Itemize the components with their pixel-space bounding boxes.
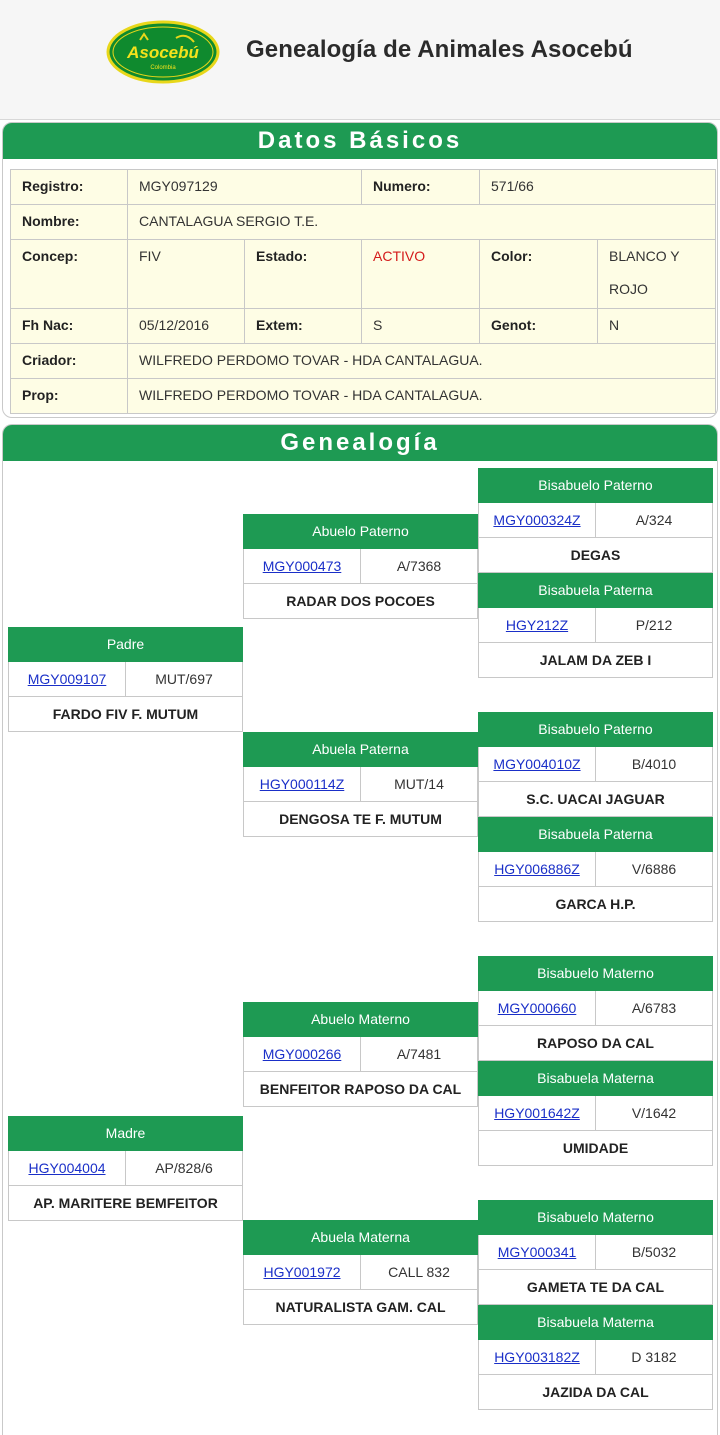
card-title: Bisabuela Materna — [478, 1305, 713, 1340]
card-reg-row — [478, 1340, 713, 1375]
card-title: Abuelo Paterno — [243, 514, 478, 549]
animal-number: V/1642 — [631, 1105, 677, 1121]
prop-label: Prop: — [11, 379, 128, 414]
card-reg-row — [478, 852, 713, 887]
card-abuelo-paterno — [243, 514, 478, 619]
animal-name: JAZIDA DA CAL — [478, 1375, 713, 1410]
registro-label: Registro: — [11, 170, 128, 205]
animal-number: MUT/697 — [155, 671, 213, 687]
animal-name: AP. MARITERE BEMFEITOR — [8, 1186, 243, 1221]
registry-link[interactable]: HGY212Z — [479, 608, 596, 642]
animal-number: V/6886 — [631, 861, 677, 877]
row-registro — [11, 170, 716, 205]
card-reg-row — [8, 662, 243, 697]
animal-number: A/7368 — [396, 558, 442, 574]
card-title: Padre — [8, 627, 243, 662]
animal-name: RAPOSO DA CAL — [478, 1026, 713, 1061]
animal-name: RADAR DOS POCOES — [243, 584, 478, 619]
card-title: Bisabuelo Materno — [478, 1200, 713, 1235]
registry-link[interactable]: MGY004010Z — [479, 747, 596, 781]
card-abuelo-materno — [243, 1002, 478, 1107]
registry-link[interactable]: MGY000324Z — [479, 503, 596, 537]
card-reg-row — [478, 991, 713, 1026]
card-reg-row — [478, 747, 713, 782]
concep-label: Concep: — [11, 240, 128, 309]
genot-label: Genot: — [480, 309, 598, 344]
registry-link[interactable]: HGY006886Z — [479, 852, 596, 886]
animal-number: D 3182 — [631, 1349, 677, 1365]
registry-link[interactable]: HGY001972 — [244, 1255, 361, 1289]
registry-link[interactable]: MGY009107 — [9, 662, 126, 696]
row-fhnac — [11, 309, 716, 344]
card-title: Bisabuela Materna — [478, 1061, 713, 1096]
basic-data-heading: Datos Básicos — [3, 123, 717, 159]
card-bisabuela-2 — [478, 573, 713, 678]
registry-link[interactable]: MGY000660 — [479, 991, 596, 1025]
registry-link[interactable]: HGY003182Z — [479, 1340, 596, 1374]
card-reg-row — [478, 503, 713, 538]
card-bisabuelo-7 — [478, 1200, 713, 1305]
fhnac-label: Fh Nac: — [11, 309, 128, 344]
animal-name: NATURALISTA GAM. CAL — [243, 1290, 478, 1325]
card-title: Abuela Paterna — [243, 732, 478, 767]
card-reg-row — [8, 1151, 243, 1186]
concep-value: FIV — [128, 240, 245, 309]
genot-value: N — [598, 309, 716, 344]
animal-name: BENFEITOR RAPOSO DA CAL — [243, 1072, 478, 1107]
animal-name: UMIDADE — [478, 1131, 713, 1166]
animal-name: FARDO FIV F. MUTUM — [8, 697, 243, 732]
card-reg-row — [243, 1037, 478, 1072]
fhnac-value: 05/12/2016 — [128, 309, 245, 344]
card-title: Bisabuela Paterna — [478, 817, 713, 852]
card-title: Abuelo Materno — [243, 1002, 478, 1037]
row-prop — [11, 379, 716, 414]
animal-number: MUT/14 — [394, 776, 444, 792]
asocebu-logo — [106, 20, 220, 84]
card-reg-row — [478, 1096, 713, 1131]
animal-number: A/6783 — [631, 1000, 677, 1016]
animal-number: B/5032 — [631, 1244, 677, 1260]
animal-name: GAMETA TE DA CAL — [478, 1270, 713, 1305]
animal-name: JALAM DA ZEB I — [478, 643, 713, 678]
row-concep — [11, 240, 716, 309]
registry-link[interactable]: MGY000266 — [244, 1037, 361, 1071]
card-bisabuela-6 — [478, 1061, 713, 1166]
card-title: Bisabuelo Paterno — [478, 712, 713, 747]
logo-subtext: Colombia — [150, 65, 176, 71]
card-title: Madre — [8, 1116, 243, 1151]
registry-link[interactable]: MGY000341 — [479, 1235, 596, 1269]
color-value-line1: BLANCO Y — [609, 248, 680, 264]
animal-number: A/324 — [635, 512, 673, 528]
card-bisabuelo-1 — [478, 468, 713, 573]
row-nombre — [11, 205, 716, 240]
criador-label: Criador: — [11, 344, 128, 379]
card-abuela-paterna — [243, 732, 478, 837]
criador-value: WILFREDO PERDOMO TOVAR - HDA CANTALAGUA. — [128, 344, 716, 379]
logo-text: Asocebú — [127, 43, 199, 62]
nombre-label: Nombre: — [11, 205, 128, 240]
card-bisabuelo-5 — [478, 956, 713, 1061]
card-madre — [8, 1116, 243, 1221]
color-label: Color: — [480, 240, 598, 309]
app-header — [0, 0, 720, 120]
registry-link[interactable]: HGY004004 — [9, 1151, 126, 1185]
nombre-value: CANTALAGUA SERGIO T.E. — [128, 205, 716, 240]
page-title: Genealogía de Animales Asocebú — [246, 36, 633, 63]
basic-data-table — [10, 169, 716, 414]
registry-link[interactable]: MGY000473 — [244, 549, 361, 583]
animal-name: DEGAS — [478, 538, 713, 573]
card-bisabuelo-3 — [478, 712, 713, 817]
card-title: Abuela Materna — [243, 1220, 478, 1255]
registry-link[interactable]: HGY000114Z — [244, 767, 361, 801]
numero-label: Numero: — [362, 170, 480, 205]
card-title: Bisabuelo Paterno — [478, 468, 713, 503]
estado-label: Estado: — [245, 240, 362, 309]
basic-data-panel — [2, 122, 718, 418]
color-value-line2: ROJO — [609, 281, 648, 297]
animal-number: AP/828/6 — [155, 1160, 213, 1176]
animal-number: CALL 832 — [388, 1264, 450, 1280]
prop-value: WILFREDO PERDOMO TOVAR - HDA CANTALAGUA. — [128, 379, 716, 414]
animal-name: DENGOSA TE F. MUTUM — [243, 802, 478, 837]
card-reg-row — [243, 1255, 478, 1290]
row-criador — [11, 344, 716, 379]
genealogy-heading: Genealogía — [3, 425, 717, 461]
animal-name: S.C. UACAI JAGUAR — [478, 782, 713, 817]
card-reg-row — [478, 608, 713, 643]
registro-value: MGY097129 — [128, 170, 362, 205]
card-bisabuela-4 — [478, 817, 713, 922]
animal-number: A/7481 — [396, 1046, 442, 1062]
estado-value: ACTIVO — [362, 240, 480, 309]
card-padre — [8, 627, 243, 732]
animal-number: B/4010 — [631, 756, 677, 772]
animal-name: GARCA H.P. — [478, 887, 713, 922]
extem-value: S — [362, 309, 480, 344]
animal-number: P/212 — [635, 617, 673, 633]
card-reg-row — [243, 549, 478, 584]
card-reg-row — [243, 767, 478, 802]
card-abuela-materna — [243, 1220, 478, 1325]
registry-link[interactable]: HGY001642Z — [479, 1096, 596, 1130]
extem-label: Extem: — [245, 309, 362, 344]
card-reg-row — [478, 1235, 713, 1270]
color-value — [598, 240, 716, 309]
card-title: Bisabuelo Materno — [478, 956, 713, 991]
card-bisabuela-8 — [478, 1305, 713, 1410]
numero-value: 571/66 — [480, 170, 716, 205]
card-title: Bisabuela Paterna — [478, 573, 713, 608]
